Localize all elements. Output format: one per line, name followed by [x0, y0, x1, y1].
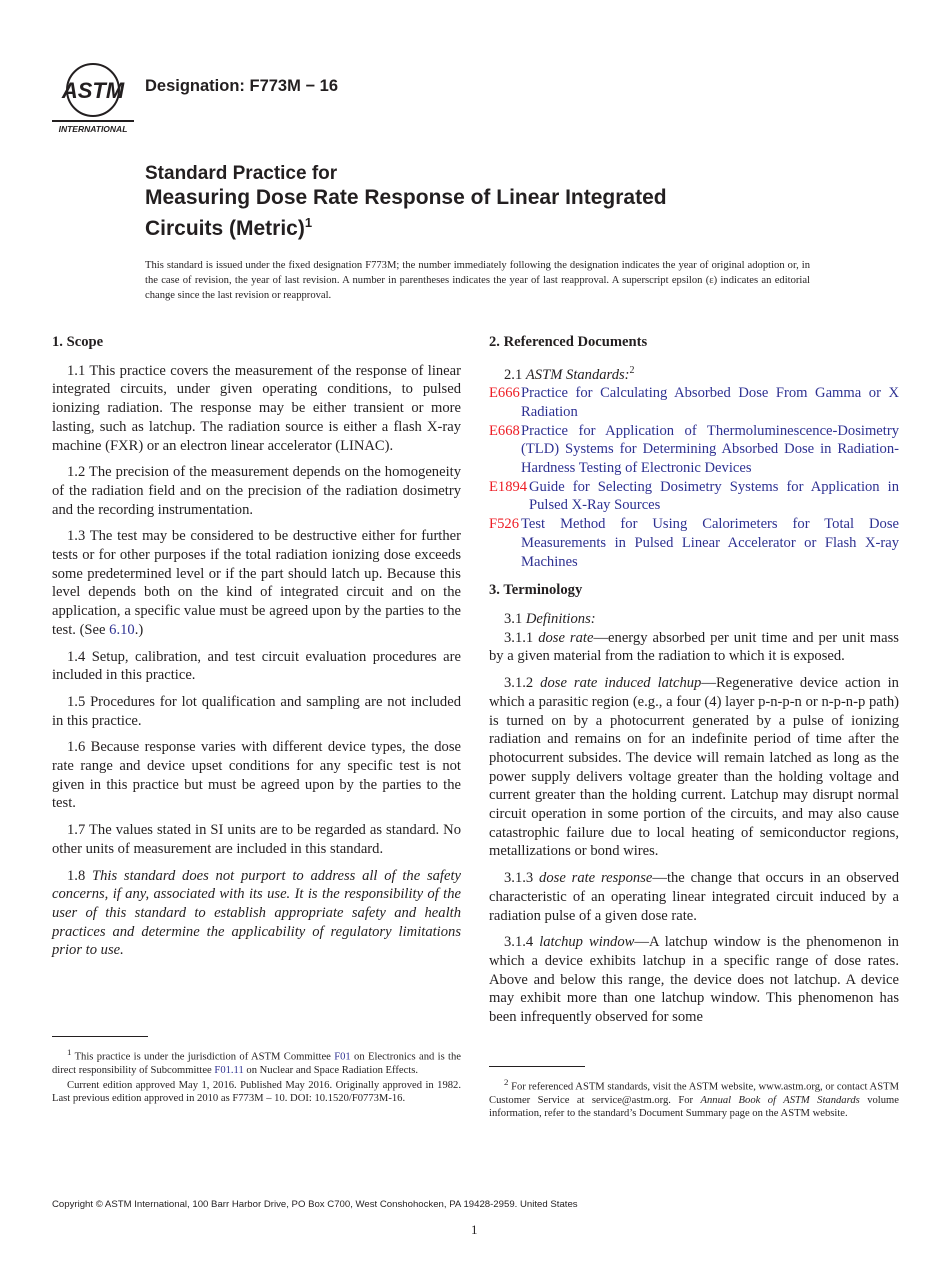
designation: Designation: F773M − 16 [145, 77, 339, 95]
link-6-10[interactable]: 6.10 [109, 621, 135, 638]
section-heading-scope: 1. Scope [52, 334, 104, 350]
footnote-1-text: $^1$ This practice is under the jurisdiction of ASTM Committee F01 on Electronics and is the direct responsibility of Subcommittee F01.11 on Nuclear and Space Radiation Effects. [52, 1047, 461, 1076]
definition-dose-rate: 3.1.1 dose rate—energy absorbed per unit time and per unit mass by a given material from the radiation to which it is exposed. [489, 629, 899, 665]
paragraph-1-8: 1.8 This standard does not purport to address all of the safety concerns, if any, associated with its use. It is the responsibility of the user of this standard to establish appropriate safety and health practices and determine the applicability of regulatory limitations prior to use. [52, 867, 461, 959]
definition-latchup-window: 3.1.4 latchup window—A latchup window is the phenomenon in which a device exhibits latchup in a specific range of dose rates. Above and below this range, the device does not latchup. A device may exhibit more than one latchup window. This phenomenon has been infrequently observed for some [489, 934, 899, 1026]
right-column [489, 333, 899, 1035]
paragraph-1-2: 1.2 The precision of the measurement depends on the homogeneity of the radiation field and on the precision of the radiation dosimetry and the recording instrumentation. [52, 464, 461, 518]
paragraph-1-7: 1.7 The values stated in SI units are to be regarded as standard. No other units of measurement are included in this standard. [52, 822, 461, 857]
section-heading-terminology: 3. Terminology [489, 582, 583, 599]
reference-e666[interactable] [489, 384, 899, 421]
astm-logo-graphic [52, 62, 134, 134]
reference-code[interactable]: E666 [489, 385, 520, 402]
definitions-subheading: 3.1 Definitions: [504, 611, 596, 627]
reference-title[interactable]: Practice for Calculating Absorbed Dose From Gamma or X Radiation [521, 385, 899, 420]
link-f01[interactable]: F01 [334, 1051, 351, 1063]
footnote-divider-left [52, 1036, 148, 1037]
astm-logo [52, 62, 134, 134]
footnote-divider-right [489, 1066, 585, 1067]
footnote-2 [489, 1076, 899, 1122]
astm-standards-subheading: 2.1 ASTM Standards:$^2$ [504, 364, 635, 383]
link-f01-11[interactable]: F01.11 [214, 1064, 244, 1076]
definition-dose-rate-induced-latchup: 3.1.2 dose rate induced latchup—Regenerative device action in which a parasitic region (e.g., a four (4) layer p-n-p-n or n-p-n-p path) is turned on by a photocurrent generated by a pulse of ionizing radiation and remains on for an indefinite period of time after the photocurrent subsides. The device will remain latched as long as the power supply delivers voltage greater than the holding voltage and current greater than the holding current. Latchup may disrupt normal circuit operation in some portion of the circuits, and may also cause catastrophic failure due to local heating of semiconductor regions, metallizations or bond wires. [489, 675, 899, 860]
copyright-footer: Copyright © ASTM International, 100 Barr Harbor Drive, PO Box C700, West Conshohocken, PA 19428-2959. United States [52, 1199, 578, 1210]
reference-title[interactable]: Guide for Selecting Dosimetry Systems for Application in Pulsed X-Ray Sources [529, 478, 899, 514]
reference-title[interactable]: Test Method for Using Calorimeters for Total Dose Measurements in Pulsed Linear Accelerator or Flash X-ray Machines [521, 516, 899, 570]
title-line-3: Circuits (Metric)$^1$ [145, 215, 313, 240]
paragraph-1-3: 1.3 The test may be considered to be destructive either for further tests or for other purposes if the total radiation ionizing dose exceeds some predetermined level or if the part should latch up. Because this level depends both on the kind of integrated circuit and on the application, a specific value must be agreed upon by the parties to the test. (See 6.10.) [52, 528, 461, 638]
paragraph-1-5: 1.5 Procedures for lot qualification and sampling are not included in this practice. [52, 693, 461, 729]
reference-f526[interactable] [489, 515, 899, 571]
page-number: 1 [471, 1222, 478, 1237]
issuance-notice: This standard is issued under the fixed designation F773M; the number immediately following the designation indicates the year of original adoption or, in the case of revision, the year of last revision. A number in parentheses indicates the year of last reapproval. A superscript epsilon (ε) indicates an editorial change since the last revision or reapproval. [145, 260, 810, 301]
definition-dose-rate-response: 3.1.3 dose rate response—the change that occurs in an observed characteristic of an operating linear integrated circuit induced by a radiation pulse of a given dose rate. [489, 870, 899, 924]
svg-text:ASTM: ASTM [61, 78, 125, 103]
footnote-1 [52, 1046, 461, 1107]
reference-code[interactable]: E668 [489, 422, 520, 439]
reference-code[interactable]: F526 [489, 516, 520, 533]
footnote-1-edition: Current edition approved May 1, 2016. Published May 2016. Originally approved in 1982. Last previous edition approved in 2010 as F773M – 10. DOI: 10.1520/F0773M-16. [52, 1079, 461, 1105]
title-footnote-mark: 1 [304, 215, 313, 230]
paragraph-1-4: 1.4 Setup, calibration, and test circuit evaluation procedures are included in this practice. [52, 648, 461, 684]
section-heading-referenced-documents: 2. Referenced Documents [489, 334, 648, 350]
reference-title[interactable]: Practice for Application of Thermoluminescence-Dosimetry (TLD) Systems for Determining Absorbed Dose in Radiation-Hardness Testing of Electronic Devices [521, 422, 899, 477]
title-line-1: Standard Practice for [145, 163, 338, 184]
paragraph-1-6: 1.6 Because response varies with different device types, the dose rate range and device upset conditions for any specific test is not given in this practice but must be agreed upon by the parties to the test. [52, 739, 461, 812]
footnote-2-text: $^2$ For referenced ASTM standards, visit the ASTM website, www.astm.org, or contact ASTM Customer Service at service@astm.org. For Annual Book of ASTM Standards volume information, refer to the standard’s Document Summary page on the ASTM website. [489, 1077, 899, 1119]
left-column [52, 333, 461, 968]
title-line-2: Measuring Dose Rate Response of Linear Integrated [145, 186, 667, 209]
document-title [145, 162, 667, 241]
reference-e1894[interactable] [489, 478, 899, 515]
paragraph-1-1: 1.1 This practice covers the measurement of the response of linear integrated circuits, under given operating conditions, to pulsed ionizing radiation. The response may be either transient or more lasting, such as latchup. The radiation source is either a flash X-ray machine (FXR) or an electron linear accelerator (LINAC). [52, 362, 461, 454]
reference-code[interactable]: E1894 [489, 478, 528, 495]
reference-e668[interactable] [489, 422, 899, 478]
logo-international-text: INTERNATIONAL [58, 124, 128, 134]
